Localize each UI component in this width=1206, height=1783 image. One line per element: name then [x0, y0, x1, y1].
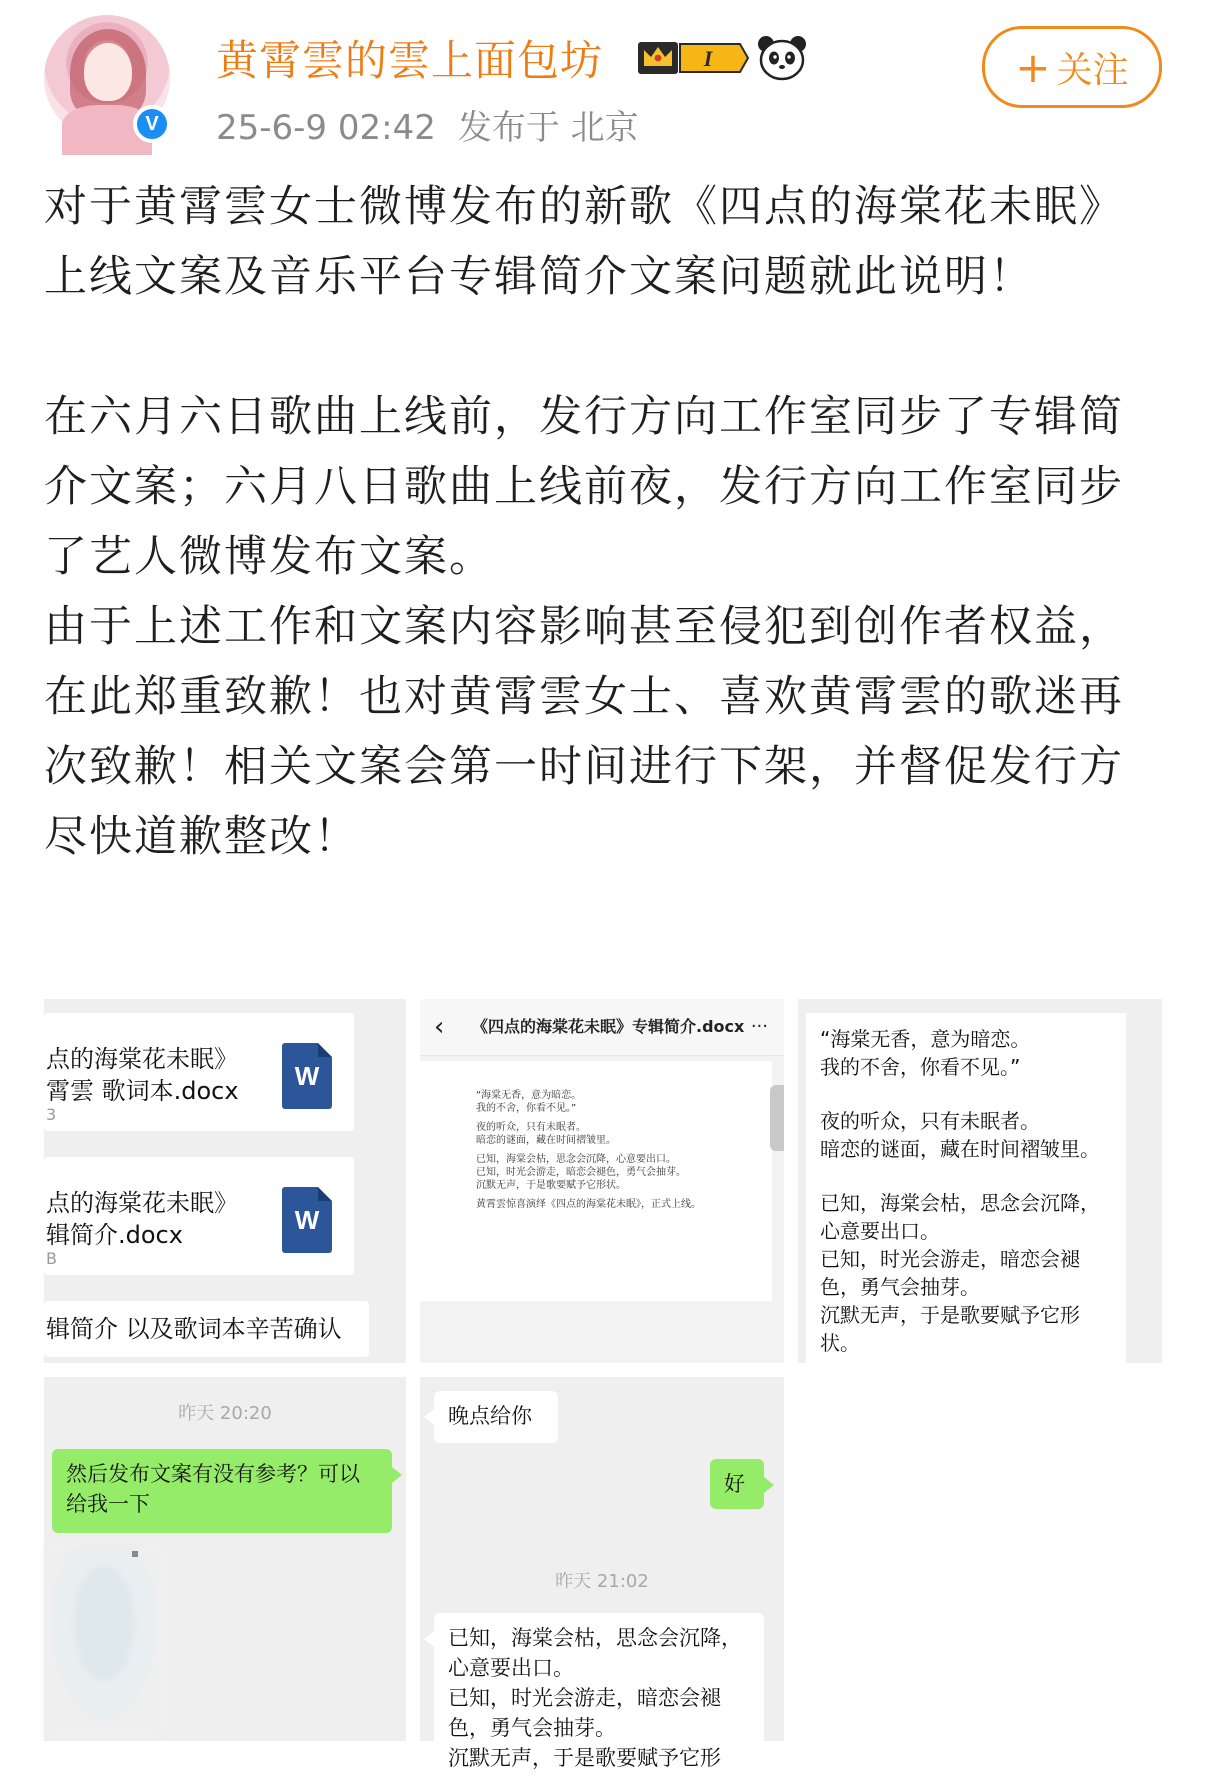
post-timestamp: 25-6-9 02:42	[216, 108, 436, 148]
post-meta	[216, 100, 639, 149]
lyrics-card: “海棠无香，意为暗恋。 我的不舍，你看不见。” 夜的听众，只有未眠者。 暗恋的谜面，藏在时间褶皱里。 已知，海棠会枯，思念会沉降， 心意要出口。 已知，时光会游走，暗恋会褪 色，勇气会抽芽。 沉默无声，于是歌要赋予它形 状。	[806, 1013, 1126, 1365]
file-size: 3	[46, 1105, 57, 1124]
panda-icon[interactable]	[757, 34, 807, 82]
doc-text: “海棠无香，意为暗恋。 我的不舍，你看不见。” 夜的听众，只有未眠者。 暗恋的谜面，藏在时间褶皱里。 已知，海棠会枯，思念会沉降，心意要出口。 已知，时光会游走，暗恋会褪色，勇气会抽芽。 沉默无声，于是歌要赋予它形状。 黄霄雲惊喜演绎《四点的海棠花未眠》，正式上线。	[476, 1090, 701, 1210]
post-paragraph: 在六月六日歌曲上线前，发行方向工作室同步了专辑简介文案；六月八日歌曲上线前夜，发行方向工作室同步了艺人微博发布文案。	[44, 392, 1124, 582]
image-tile-chat[interactable]	[420, 1377, 784, 1770]
post-body	[44, 172, 1164, 872]
back-icon[interactable]: ‹	[434, 1012, 445, 1042]
chat-bubble: 晚点给你	[434, 1391, 558, 1443]
chat-time: 昨天 21:02	[555, 1571, 649, 1592]
scroll-handle[interactable]	[770, 1085, 784, 1151]
chat-bubble: 好	[710, 1459, 764, 1509]
avatar-face	[84, 43, 132, 101]
more-icon[interactable]: ···	[750, 1016, 768, 1037]
file-card[interactable]	[44, 1157, 354, 1275]
post-location: 发布于 北京	[457, 108, 639, 148]
post-paragraph: 对于黄霄雲女士微博发布的新歌《四点的海棠花未眠》上线文案及音乐平台专辑简介文案问题就此说明！	[44, 182, 1124, 302]
image-tile-doc-preview[interactable]	[420, 999, 784, 1363]
file-name: 点的海棠花未眠》 辑简介.docx	[46, 1189, 238, 1249]
image-tile-lyrics-text[interactable]	[798, 999, 1162, 1363]
doc-title: 《四点的海棠花未眠》专辑简介.docx	[472, 1017, 745, 1036]
chat-bubble: 辑简介 以及歌词本辛苦确认	[44, 1301, 369, 1357]
post-paragraph: 由于上述工作和文案内容影响甚至侵犯到创作者权益，在此郑重致歉！也对黄霄雲女士、喜欢黄霄雲的歌迷再次致歉！相关文案会第一时间进行下架，并督促发行方尽快道歉整改！	[44, 602, 1124, 862]
follow-label: 关注	[1056, 49, 1129, 91]
badge-level: I	[703, 46, 713, 71]
image-tile-chat[interactable]	[44, 1377, 406, 1741]
image-tile-file-messages[interactable]	[44, 999, 406, 1363]
word-doc-icon: W	[282, 1187, 332, 1253]
word-doc-icon: W	[282, 1043, 332, 1109]
follow-button[interactable]	[982, 26, 1162, 108]
crown-badge-icon[interactable]	[636, 36, 748, 80]
chat-time: 昨天 20:20	[178, 1403, 272, 1424]
chat-bubble: 然后发布文案有没有参考？可以给我一下	[52, 1449, 392, 1533]
verified-icon: V	[133, 105, 171, 143]
file-card[interactable]	[44, 1013, 354, 1131]
file-name: 点的海棠花未眠》 霄雲 歌词本.docx	[46, 1045, 239, 1105]
plus-icon: +	[1015, 42, 1051, 92]
chat-bubble: 已知，海棠会枯，思念会沉降， 心意要出口。 已知，时光会游走，暗恋会褪 色，勇气会抽芽。 沉默无声，于是歌要赋予它形	[434, 1613, 764, 1783]
doc-title-bar	[420, 999, 784, 1056]
username[interactable]: 黄霄雲的雲上面包坊	[216, 36, 604, 85]
file-size: B	[46, 1249, 57, 1268]
blurred-avatar	[44, 1547, 164, 1737]
